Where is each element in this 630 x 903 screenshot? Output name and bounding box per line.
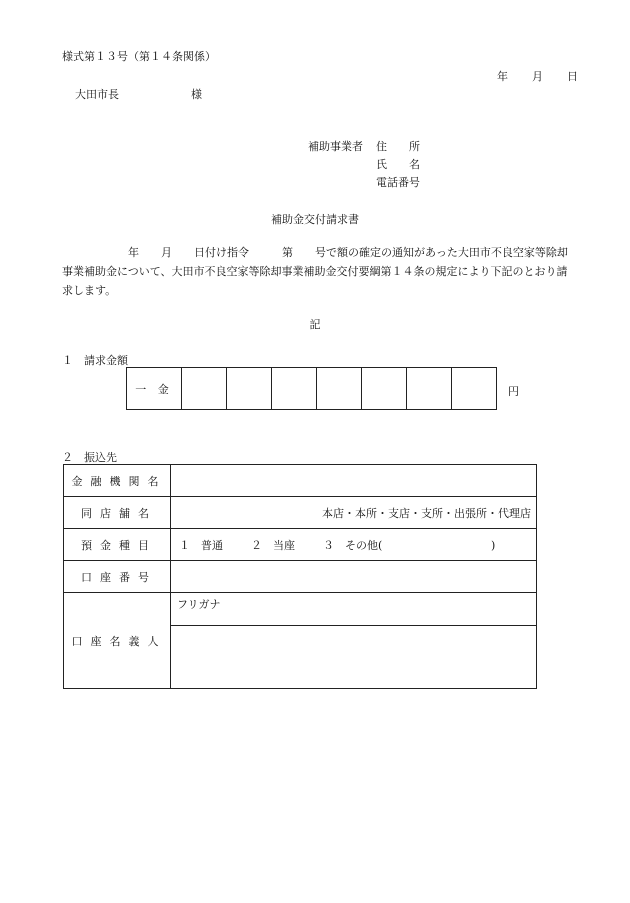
branch-field[interactable]: 本店・本所・支店・支所・出張所・代理店	[171, 497, 537, 529]
account-type-option: １ 普通	[179, 538, 223, 552]
amount-digit-cell[interactable]	[271, 368, 316, 409]
table-row	[64, 561, 537, 593]
amount-label: 一 金	[135, 382, 173, 396]
branch-label: 同店舗名	[64, 497, 171, 529]
account-type-label: 預金種目	[64, 529, 171, 561]
amount-digit-cell[interactable]	[406, 368, 451, 409]
table-row	[64, 465, 537, 497]
date-day: 日	[567, 70, 578, 83]
amount-digit-cell[interactable]	[226, 368, 271, 409]
section2-heading: ２ 振込先	[62, 451, 117, 464]
document-title: 補助金交付請求書	[271, 213, 359, 226]
account-type-option: ２ 当座	[251, 538, 295, 552]
date-month: 月	[532, 70, 543, 83]
furigana-field[interactable]	[171, 593, 537, 626]
table-row	[64, 593, 537, 626]
ki-heading: 記	[309, 318, 321, 331]
form-number: 様式第１３号（第１４条関係）	[62, 50, 216, 63]
addressee-name: 大田市長	[75, 88, 119, 101]
applicant-block	[308, 138, 420, 192]
account-type-field[interactable]	[171, 529, 537, 561]
phone-label: 電話番号	[376, 176, 420, 189]
addressee-honorific: 様	[191, 88, 202, 101]
address-label: 住 所	[376, 140, 420, 153]
amount-digit-cell[interactable]	[451, 368, 496, 409]
holder-name-field[interactable]	[171, 626, 537, 689]
table-row	[64, 497, 537, 529]
furigana-label: フリガナ	[177, 598, 221, 611]
addressee	[75, 86, 202, 102]
table-row	[64, 529, 537, 561]
bank-name-label: 金融機関名	[64, 465, 171, 497]
bank-table	[63, 464, 537, 689]
holder-label: 口座名義人	[64, 593, 171, 689]
applicant-prefix: 補助事業者	[308, 140, 363, 153]
name-label: 氏 名	[376, 158, 420, 171]
date-year: 年	[497, 70, 508, 83]
account-number-label: 口座番号	[64, 561, 171, 593]
body-text: 年 月 日付け指令 第 号で額の確定の通知があった大田市不良空家等除却事業補助金について、大田市不良空家等除却事業補助金交付要綱第１４条の規定により下記のとおり請求します。	[62, 246, 568, 297]
amount-digit-cell[interactable]	[316, 368, 361, 409]
bank-name-field[interactable]	[171, 465, 537, 497]
account-type-option: ３ その他(	[323, 538, 383, 552]
amount-box	[126, 367, 497, 410]
yen-unit: 円	[508, 385, 519, 398]
amount-digit-cell[interactable]	[361, 368, 406, 409]
account-number-field[interactable]	[171, 561, 537, 593]
amount-digit-cell[interactable]	[181, 368, 226, 409]
section1-heading: １ 請求金額	[62, 354, 128, 367]
account-type-close: )	[491, 538, 496, 552]
